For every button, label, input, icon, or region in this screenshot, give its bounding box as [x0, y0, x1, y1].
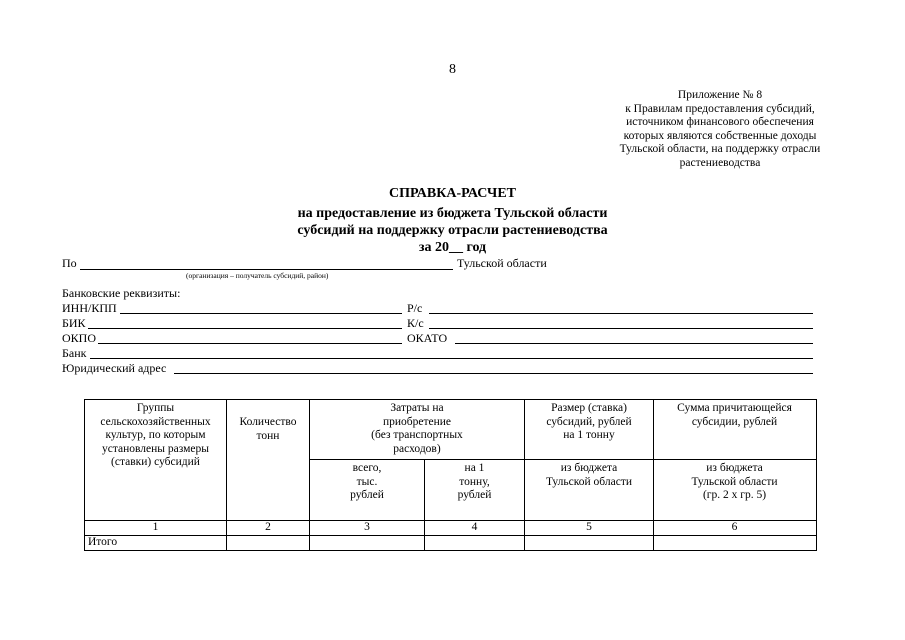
header-subsidy-rate: [525, 402, 653, 443]
header-text: расходов): [393, 442, 441, 455]
page-number: 8: [449, 62, 456, 77]
header-text: на 1: [464, 462, 485, 474]
appendix-line: Приложение № 8: [677, 89, 763, 101]
total-costs-per-ton-cell[interactable]: [425, 536, 524, 549]
header-text: установлены размеры: [102, 442, 209, 455]
header-crop-groups: [85, 402, 226, 470]
header-quantity: [227, 416, 309, 443]
organization-field[interactable]: [80, 269, 453, 270]
total-label: Итого: [88, 536, 118, 548]
column-number: 2: [265, 521, 271, 533]
po-label: По: [62, 256, 77, 270]
header-text: тонн: [256, 429, 280, 442]
ks-field[interactable]: [429, 328, 813, 329]
rs-label: Р/с: [407, 301, 423, 315]
okpo-field[interactable]: [98, 343, 402, 344]
bank-field[interactable]: [90, 358, 813, 359]
okato-label: ОКАТО: [407, 331, 448, 345]
total-costs-cell[interactable]: [310, 536, 424, 549]
address-label: Юридический адрес: [62, 361, 167, 375]
header-text: Тульской области: [545, 475, 632, 488]
header-subsidy-rate-source: [525, 462, 653, 489]
header-text: сельскохозяйственных: [100, 415, 211, 428]
column-number: 6: [731, 521, 738, 533]
bik-field[interactable]: [88, 328, 402, 329]
header-text: Группы: [136, 402, 175, 414]
inn-kpp-field[interactable]: [120, 313, 402, 314]
header-text: Сумма причитающейся: [677, 402, 792, 414]
address-field[interactable]: [174, 373, 813, 374]
header-text: культур, по которым: [105, 429, 206, 442]
appendix-line: Тульской области, на поддержку отрасли: [619, 143, 821, 156]
inn-kpp-label: ИНН/КПП: [62, 301, 117, 315]
header-text: (ставки) субсидий: [111, 456, 200, 469]
header-text: Тульской области: [691, 475, 778, 488]
bank-details-heading: Банковские реквизиты:: [62, 286, 181, 300]
header-text: на 1 тонну: [563, 429, 615, 442]
header-text: всего,: [352, 462, 382, 474]
header-costs-per-ton: [425, 462, 524, 503]
column-number: 4: [471, 521, 478, 533]
appendix-line: к Правилам предоставления субсидий,: [625, 102, 815, 115]
header-text: субсидии, рублей: [691, 415, 778, 428]
header-text: рублей: [350, 489, 384, 502]
header-costs: [310, 402, 524, 456]
header-text: Количество: [239, 416, 297, 428]
ks-label: К/с: [407, 316, 424, 330]
okato-field[interactable]: [455, 343, 813, 344]
header-costs-total: [310, 462, 424, 503]
document-subtitle: на предоставление из бюджета Тульской области: [297, 206, 608, 221]
appendix-line: источником финансового обеспечения: [626, 116, 814, 129]
header-subsidy-amount-source: [654, 462, 815, 503]
header-text: тонну,: [459, 475, 490, 488]
total-quantity-cell[interactable]: [227, 536, 309, 549]
appendix-line: растениеводства: [679, 156, 761, 169]
appendix-line: которых являются собственные доходы: [623, 129, 817, 142]
document-year: за 20__ год: [418, 240, 487, 255]
header-text: приобретение: [382, 415, 452, 428]
column-number: 1: [152, 521, 159, 533]
bik-label: БИК: [62, 316, 86, 330]
column-number: 3: [364, 521, 370, 533]
okpo-label: ОКПО: [62, 331, 97, 345]
bank-label: Банк: [62, 346, 87, 360]
document-title: СПРАВКА-РАСЧЕТ: [388, 186, 517, 201]
header-text: из бюджета: [560, 462, 618, 474]
header-text: Размер (ставка): [551, 402, 627, 414]
header-text: (гр. 2 х гр. 5): [702, 489, 767, 502]
row-divider: [309, 459, 816, 460]
header-text: субсидий, рублей: [546, 415, 632, 428]
total-amount-cell[interactable]: [654, 536, 815, 549]
header-subsidy-amount: [654, 402, 815, 429]
organization-hint: (организация – получатель субсидий, район): [186, 271, 329, 280]
appendix-block: [595, 89, 845, 171]
po-suffix: Тульской области: [457, 256, 547, 270]
column-number: 5: [586, 521, 592, 533]
header-text: из бюджета: [706, 462, 763, 474]
header-text: тыс.: [356, 475, 378, 488]
document-subtitle: субсидий на поддержку отрасли растениеводства: [297, 223, 608, 238]
header-text: (без транспортных: [371, 429, 463, 442]
rs-field[interactable]: [429, 313, 813, 314]
header-text: Затраты на: [390, 402, 444, 414]
header-text: рублей: [457, 489, 492, 502]
total-rate-cell[interactable]: [525, 536, 653, 549]
